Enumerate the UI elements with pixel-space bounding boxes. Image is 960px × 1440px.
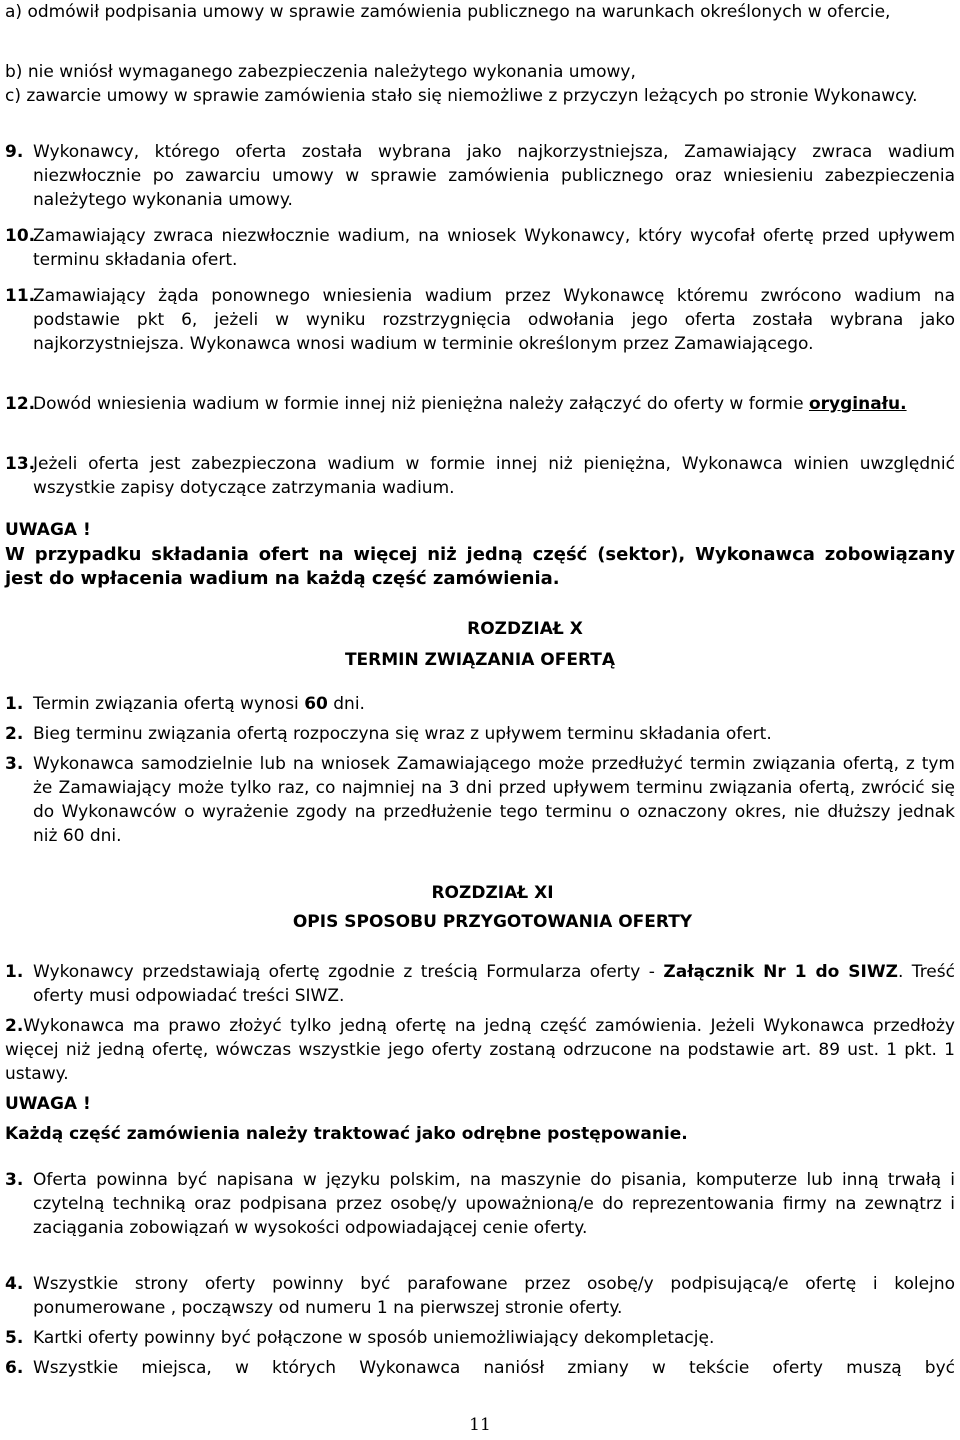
item-text: Bieg terminu związania ofertą rozpoczyna się wraz z upływem terminu składania ofert. xyxy=(33,724,772,744)
paragraph-number: 13. xyxy=(5,454,36,474)
chapter10-item-1 xyxy=(5,692,955,716)
list-item-b: b) nie wniósł wymaganego zabezpieczenia należytego wykonania umowy, xyxy=(5,62,636,82)
paragraph-number: 12. xyxy=(5,394,36,414)
item-number: 2. xyxy=(5,724,24,744)
item-text-pre: Termin związania ofertą wynosi xyxy=(33,694,305,714)
item-text xyxy=(5,960,955,1008)
paragraph-12 xyxy=(5,392,955,416)
chapter11-item-6 xyxy=(5,1356,955,1380)
item-number: 3. xyxy=(5,754,24,774)
item-number: 5. xyxy=(5,1328,24,1348)
paragraph-text xyxy=(5,392,955,416)
paragraph-text: Zamawiający zwraca niezwłocznie wadium, na wniosek Wykonawcy, który wycofał ofertę przed upływem terminu składania ofert. xyxy=(33,226,955,270)
chapter-subtitle: TERMIN ZWIĄZANIA OFERTĄ xyxy=(344,650,616,670)
paragraph-number: 11. xyxy=(5,286,36,306)
chapter11-item-3 xyxy=(5,1168,955,1240)
paragraph-10 xyxy=(5,224,955,272)
item-text-body: Wykonawca ma prawo złożyć tylko jedną ofertę na jedną część zamówienia. Jeżeli Wykonawca przedłoży więcej niż jedną ofertę, wówczas wszystkie jego oferty zostaną odrzucone na podstawie art. 89 ust. 1 pkt. 1 ustawy. xyxy=(5,1016,955,1084)
chapter11-item-1 xyxy=(5,960,955,1008)
item-text: Oferta powinna być napisana w języku polskim, na maszynie do pisania, komputerze lub inną trwałą i czytelną techniką oraz podpisana przez osobę/y upoważnioną/e do reprezentowania firmy na zewnątrz i zaciągania zobowiązań w wysokości odpowiadającej cenie oferty. xyxy=(33,1170,955,1238)
paragraph-text: Jeżeli oferta jest zabezpieczona wadium w formie innej niż pieniężna, Wykonawca winien uwzględnić wszystkie zapisy dotyczące zatrzymania wadium. xyxy=(33,454,955,498)
item-number: 3. xyxy=(5,1170,24,1190)
paragraph-text-main: Dowód wniesienia wadium w formie innej niż pieniężna należy załączyć do oferty w formie xyxy=(33,394,809,414)
item-number: 6. xyxy=(5,1358,24,1378)
item-text-bold: 60 xyxy=(304,694,328,714)
chapter11-item-5 xyxy=(5,1326,955,1350)
chapter-title xyxy=(5,881,955,905)
chapter10-item-2 xyxy=(5,722,955,746)
emphasis-original: oryginału. xyxy=(808,394,907,414)
paragraph-number: 9. xyxy=(5,142,24,162)
warning-text: Każdą część zamówienia należy traktować jako odrębne postępowanie. xyxy=(5,1124,688,1144)
warning-label: UWAGA ! xyxy=(5,520,91,540)
paragraph-number: 10. xyxy=(5,226,36,246)
paragraph-text: Wykonawcy, którego oferta została wybrana jako najkorzystniejsza, Zamawiający zwraca wadium niezwłocznie po zawarciu umowy w sprawie zamówienia publicznego oraz wniesieniu zabezpieczenia należytego wykonania umowy. xyxy=(33,142,955,210)
paragraph-11 xyxy=(5,284,955,356)
chapter-subtitle-text: OPIS SPOSOBU PRZYGOTOWANIA OFERTY xyxy=(292,912,693,932)
chapter11-item-4 xyxy=(5,1272,955,1320)
chapter11-item-2 xyxy=(5,1014,955,1086)
warning-label: UWAGA ! xyxy=(5,1094,91,1114)
item-text-post: . Treść oferty musi odpowiadać treści SIWZ. xyxy=(33,962,955,1006)
item-text-post: dni. xyxy=(327,694,365,714)
item-text: Kartki oferty powinny być połączone w sposób uniemożliwiający dekompletację. xyxy=(33,1328,715,1348)
item-text xyxy=(5,1014,955,1086)
item-number: 1. xyxy=(5,694,24,714)
paragraph-9 xyxy=(5,140,955,212)
item-number: 2. xyxy=(5,1016,24,1036)
item-text xyxy=(5,692,955,716)
chapter10-item-3 xyxy=(5,752,955,848)
item-number: 1. xyxy=(5,962,24,982)
page-number: 11 xyxy=(469,1415,491,1435)
item-text: Wszystkie strony oferty powinny być parafowane przez osobę/y podpisującą/e ofertę i kolejno ponumerowane , począwszy od numeru 1 na pierwszej stronie oferty. xyxy=(33,1274,955,1318)
warning-text: W przypadku składania ofert na więcej niż jedną część (sektor), Wykonawca zobowiązany jest do wpłacenia wadium na każdą część zamówienia. xyxy=(5,544,955,589)
paragraph-13 xyxy=(5,452,955,500)
item-text-bold: Załącznik Nr 1 do SIWZ xyxy=(663,962,898,982)
item-text: Wszystkie miejsca, w których Wykonawca naniósł zmiany w tekście oferty muszą być xyxy=(33,1358,955,1378)
paragraph-text: Zamawiający żąda ponownego wniesienia wadium przez Wykonawcę któremu zwrócono wadium na podstawie pkt 6, jeżeli w wyniku rozstrzygnięcia odwołania jego oferta została wybrana jako najkorzystniejsza. Wykonawca wnosi wadium w terminie określonym przez Zamawiającego. xyxy=(33,286,955,354)
chapter-title xyxy=(5,617,955,641)
item-text-pre: Wykonawcy przedstawiają ofertę zgodnie z treścią Formularza oferty - xyxy=(33,962,664,982)
chapter-subtitle xyxy=(5,910,955,934)
chapter-title-text: ROZDZIAŁ X xyxy=(467,619,583,639)
item-text: Wykonawca samodzielnie lub na wniosek Zamawiającego może przedłużyć termin związania ofertą, z tym że Zamawiający może tylko raz, co najmniej na 3 dni przed upływem terminu związania ofertą, zwrócić się do Wykonawców o wyrażenie zgody na przedłużenie tego terminu o oznaczony okres, nie dłuższy jednak niż 60 dni. xyxy=(33,754,955,846)
item-number: 4. xyxy=(5,1274,24,1294)
list-item-a: a) odmówił podpisania umowy w sprawie zamówienia publicznego na warunkach określonych w ofercie, xyxy=(5,2,891,22)
chapter-title-text: ROZDZIAŁ XI xyxy=(431,883,554,903)
list-item-c: c) zawarcie umowy w sprawie zamówienia stało się niemożliwe z przyczyn leżących po stronie Wykonawcy. xyxy=(5,86,918,106)
